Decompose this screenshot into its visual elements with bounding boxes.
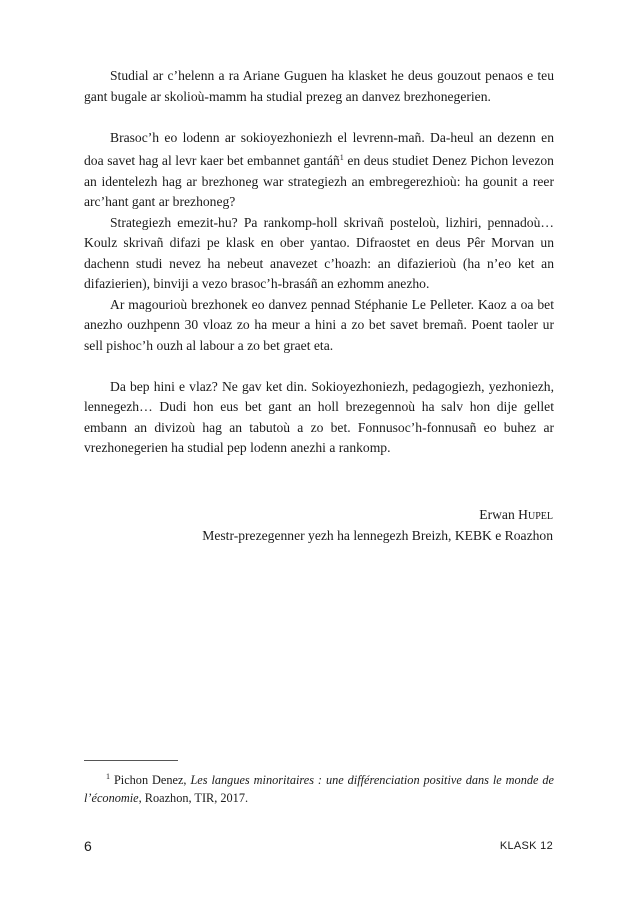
paragraph-nurseries: Ar magourioù brezhonek eo danvez pennad Stéphanie Le Pelleter. Kaoz a oa bet anezho ouzhpenn 30 vloaz zo ha meur a hini a zo bet savet bremañ. Poent taoler ur sell pishoc’h ouzh al labour a zo bet graet eta. xyxy=(84,296,554,353)
paragraph-text: Brasoc’h eo lodenn ar sokioyezhoniezh el levrenn-mañ. Da-heul an dezenn en doa savet hag al levr kaer bet embannet gantáñ xyxy=(84,129,554,168)
signature-name xyxy=(202,505,553,526)
signature-title: Mestr-prezegenner yezh ha lennegezh Breizh, KEBK e Roazhon xyxy=(202,527,553,543)
footnote-author: Pichon Denez, xyxy=(113,773,187,787)
signature-first-name: Erwan xyxy=(479,507,515,522)
paragraph-sociolinguistics xyxy=(84,128,554,213)
running-title: KLASK 12 xyxy=(499,840,553,852)
body-text xyxy=(84,66,554,459)
signature-last-name: Hupel xyxy=(518,507,553,522)
footnote-rule xyxy=(84,760,178,761)
signature xyxy=(202,505,553,546)
paragraph-intro: Studial ar c’helenn a ra Ariane Guguen ha klasket he deus gouzout penaos e teu gant bugale ar skolioù-mamm ha studial prezeg an danvez brezhonegerien. xyxy=(84,68,554,104)
page-number: 6 xyxy=(84,838,92,854)
paragraph-strategy: Strategiezh emezit-hu? Pa rankomp-holl skrivañ posteloù, lizhiri, pennadoù… Koulz skrivañ difazi pe klask en ober yantao. Difraostet en deus Pêr Morvan un dachenn studi nevez ha nebeut anavezet c’hoazh: an difazierioù (ha n’eo ket an difazierien), binviji a vezo brasoc’h-brasáñ an ezhomm anezho. xyxy=(84,214,554,291)
footnote-number: 1 xyxy=(106,772,110,781)
paragraph-closing: Da bep hini e vlaz? Ne gav ket din. Sokioyezhoniezh, pedagogiezh, yezhoniezh, lennegezh… Dudi hon eus bet gant an holl brezegennoù ha salv hon dije gellet embann an divizoù hag an tabutoù a zo bet. Fonnusoc’h-fonnusañ eo buhez ar vrezhonegerien ha studial pep lodenn anezhi a rankomp. xyxy=(84,378,554,455)
footnote-marker[interactable]: 1 xyxy=(339,153,344,162)
footnote xyxy=(84,768,554,807)
footnote-book-title: Les langues minoritaires : une différenciation positive dans le monde de l’économie xyxy=(84,773,554,805)
footnote-publication: , Roazhon, TIR, 2017. xyxy=(138,791,249,805)
paragraph-text: en deus studiet Denez Pichon levezon an identelezh hag ar brezhoneg war strategiezh an embregerezhioù: ha gounit a reer arc’hant gant ar brezhoneg? xyxy=(84,153,554,209)
